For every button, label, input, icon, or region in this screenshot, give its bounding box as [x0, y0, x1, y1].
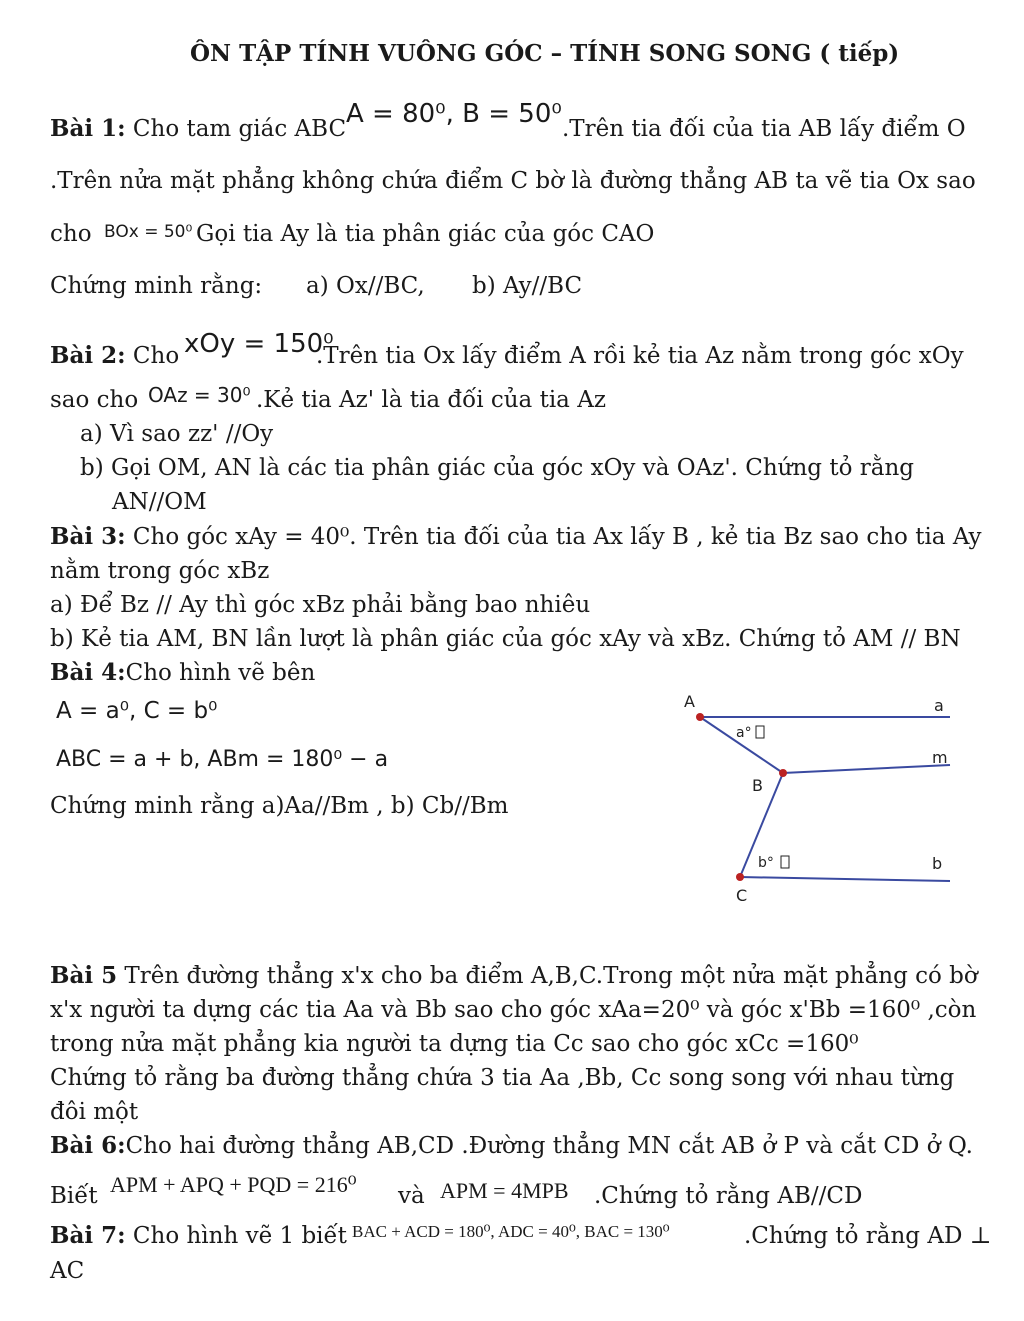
- page-title: ÔN TẬP TÍNH VUÔNG GÓC – TÍNH SONG SONG ( tiếp): [190, 40, 900, 67]
- bai1-line1: [50, 115, 346, 143]
- bai2-l1-pre: Cho: [125, 343, 180, 369]
- bai6-l2-rest: .Chứng tỏ rằng AB//CD: [594, 1183, 863, 1209]
- bai7-line1: [50, 1222, 347, 1250]
- bai7-l1-rest: .Chứng tỏ rằng AD ⊥: [744, 1223, 992, 1249]
- bai6-math2: APM = 4MPB: [440, 1178, 569, 1203]
- bai1-l1-rest: .Trên tia đối của tia AB lấy điểm O: [562, 116, 966, 142]
- bai2-b1: b) Gọi OM, AN là các tia phân giác của góc xOy và OAz'. Chứng tỏ rằng: [80, 455, 914, 481]
- bai6-math1: APM + APQ + PQD = 216⁰: [110, 1172, 357, 1197]
- bai6-label: Bài 6:: [50, 1132, 126, 1159]
- bai2-line1: [50, 342, 179, 370]
- bai4-math1: A = a⁰, C = b⁰: [56, 698, 218, 724]
- bai1-math-box: BOx = 50⁰: [104, 222, 193, 242]
- bai5-label: Bài 5: [50, 962, 118, 989]
- bai2-l1-rest: .Trên tia Ox lấy điểm A rồi kẻ tia Az nằm trong góc xOy: [316, 343, 964, 369]
- bai1-l1-text: Cho tam giác ABC: [125, 116, 347, 142]
- bai7-math: BAC + ACD = 180⁰, ADC = 40⁰, BAC = 130⁰: [352, 1222, 670, 1241]
- label-a: a: [934, 696, 944, 715]
- bai3-line1: [50, 523, 982, 551]
- bai6-l1: Cho hai đường thẳng AB,CD .Đường thẳng MN cắt AB ở P và cắt CD ở Q.: [125, 1133, 973, 1159]
- bai5-line3: trong nửa mặt phẳng kia người ta dựng tia Cc sao cho góc xCc =160⁰: [50, 1031, 859, 1057]
- bai4-figure: [660, 685, 970, 910]
- bai1-l3-pre: cho: [50, 221, 92, 247]
- missing-glyph-b: [781, 856, 789, 868]
- bai4-prove: Chứng minh rằng a)Aa//Bm , b) Cb//Bm: [50, 793, 509, 819]
- bai5-l1: Trên đường thẳng x'x cho ba điểm A,B,C.Trong một nửa mặt phẳng có bờ: [117, 963, 978, 989]
- label-B: B: [752, 776, 763, 795]
- bai2-b2: AN//OM: [112, 489, 207, 515]
- label-b: b: [932, 854, 943, 873]
- bai2-a: a) Vì sao zz' //Oy: [80, 421, 274, 447]
- line-Cb: [740, 877, 950, 881]
- bai2-l2-rest: .Kẻ tia Az' là tia đối của tia Az: [256, 387, 606, 413]
- bai1-line2: .Trên nửa mặt phẳng không chứa điểm C bờ là đường thẳng AB ta vẽ tia Ox sao: [50, 168, 976, 194]
- bai1-l4-b: b) Ay//BC: [472, 273, 583, 299]
- angle-label-a: a°: [736, 725, 752, 741]
- bai2-label: Bài 2:: [50, 342, 126, 369]
- bai2-math-xoy: xOy = 150⁰: [184, 329, 334, 359]
- bai6-line1: [50, 1132, 973, 1160]
- bai3-l1: Cho góc xAy = 40⁰. Trên tia đối của tia Ax lấy B , kẻ tia Bz sao cho tia Ay: [125, 524, 982, 550]
- bai6-l2-mid: và: [398, 1183, 425, 1209]
- bai1-math-angles: A = 80⁰, B = 50⁰: [346, 99, 562, 129]
- label-C: C: [736, 886, 748, 905]
- point-B: [779, 769, 787, 777]
- point-A: [696, 713, 704, 721]
- bai7-l1-pre: Cho hình vẽ 1 biết: [125, 1223, 347, 1249]
- angle-label-b: b°: [758, 855, 774, 871]
- bai4-math2: ABC = a + b, ABm = 180⁰ − a: [56, 747, 389, 772]
- bai1-label: Bài 1:: [50, 115, 126, 142]
- bai2-math-oaz: OAz = 30⁰: [148, 383, 251, 407]
- bai2-l2-pre: sao cho: [50, 387, 139, 413]
- bai3-b: b) Kẻ tia AM, BN lần lượt là phân giác của góc xAy và xBz. Chứng tỏ AM // BN: [50, 626, 961, 652]
- bai5-line5: đôi một: [50, 1099, 139, 1125]
- bai1-l3-rest: Gọi tia Ay là tia phân giác của góc CAO: [196, 221, 655, 247]
- bai1-l4-pre: Chứng minh rằng:: [50, 273, 263, 299]
- bai6-l2-pre: Biết: [50, 1183, 98, 1209]
- bai7-line2: AC: [50, 1258, 85, 1284]
- bai5-line2: x'x người ta dựng các tia Aa và Bb sao cho góc xAa=20⁰ và góc x'Bb =160⁰ ,còn: [50, 997, 977, 1023]
- label-m: m: [932, 748, 948, 767]
- bai3-a: a) Để Bz // Ay thì góc xBz phải bằng bao nhiêu: [50, 592, 591, 618]
- point-C: [736, 873, 744, 881]
- bai4-label: Bài 4:: [50, 659, 126, 686]
- bai5-line4: Chứng tỏ rằng ba đường thẳng chứa 3 tia Aa ,Bb, Cc song song với nhau từng: [50, 1065, 955, 1091]
- missing-glyph-a: [756, 726, 764, 738]
- bai7-label: Bài 7:: [50, 1222, 126, 1249]
- bai1-l4-a: a) Ox//BC,: [306, 273, 425, 299]
- line-Bm: [783, 765, 950, 773]
- bai4-line1: [50, 659, 315, 687]
- bai4-l1: Cho hình vẽ bên: [125, 660, 316, 686]
- label-A: A: [684, 692, 695, 711]
- bai3-label: Bài 3:: [50, 523, 126, 550]
- bai3-line2: nằm trong góc xBz: [50, 558, 270, 584]
- bai5-line1: [50, 962, 978, 990]
